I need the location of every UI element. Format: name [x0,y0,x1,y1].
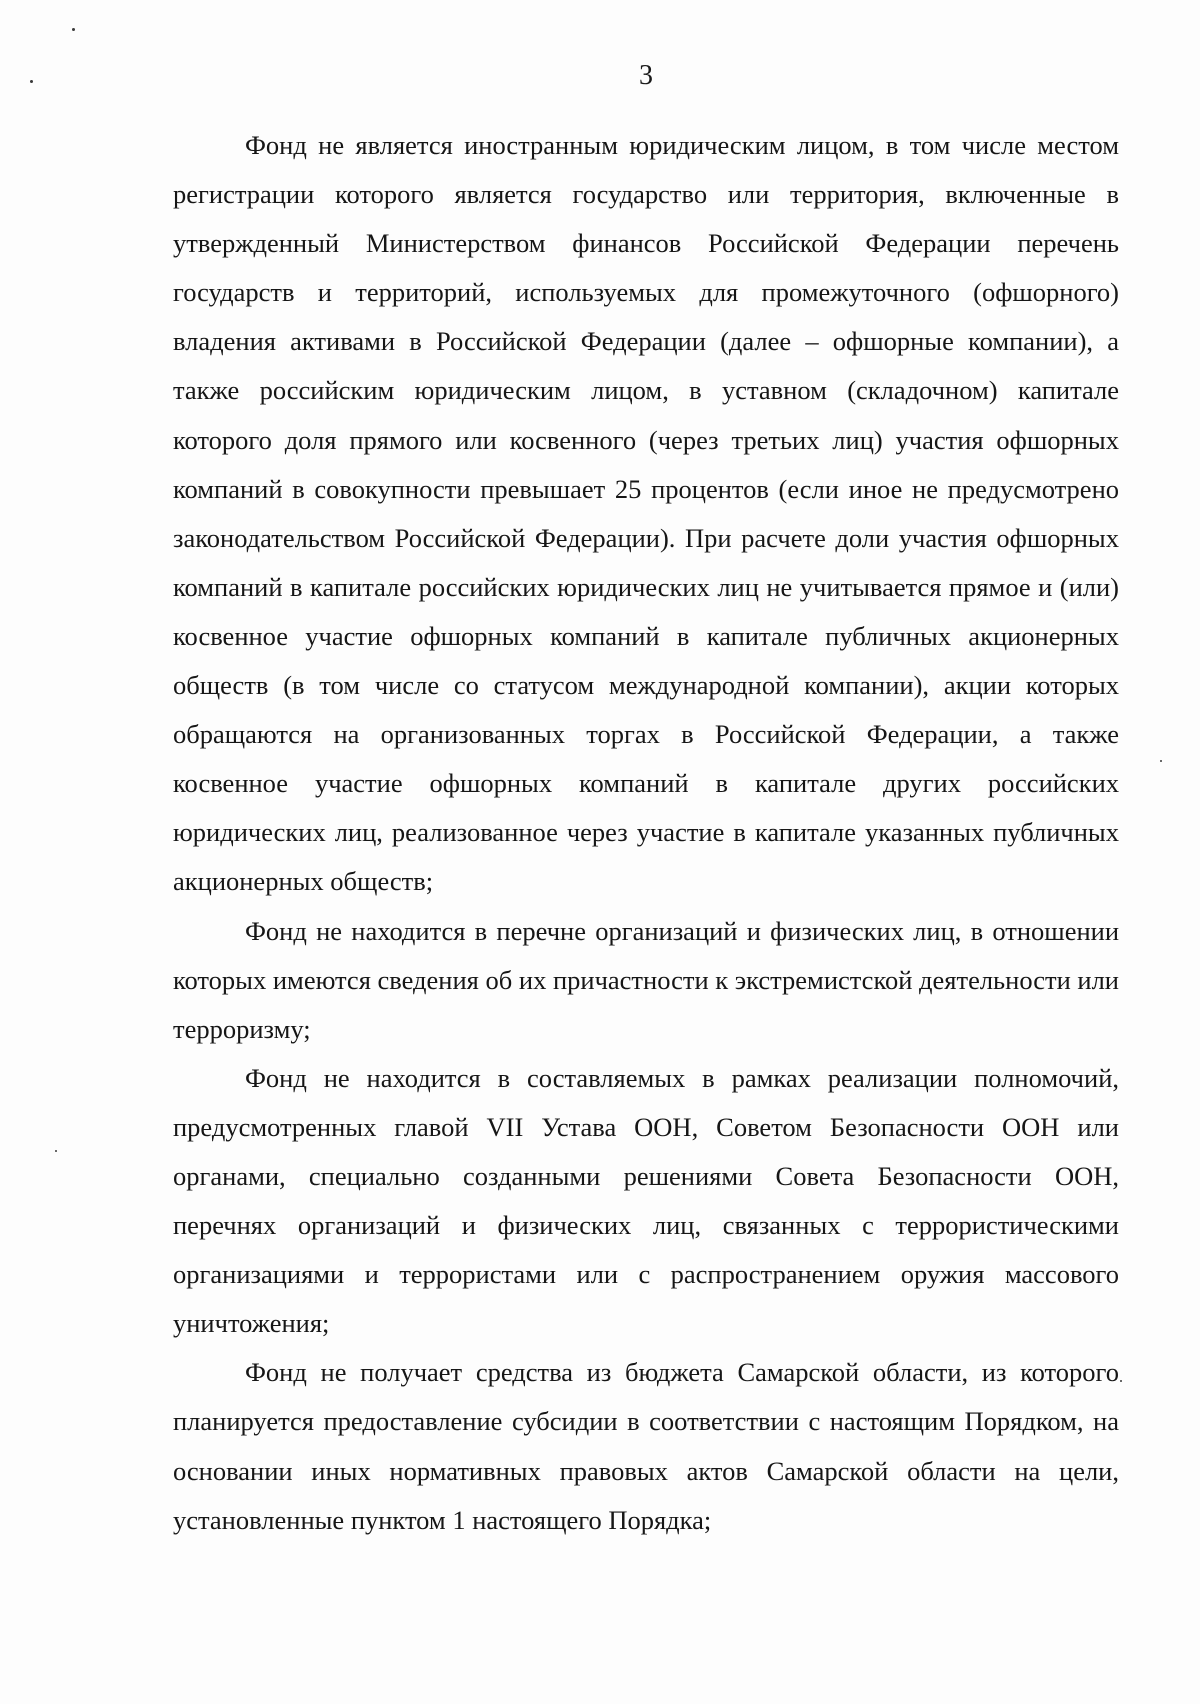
paragraph-offshore-status: Фонд не является иностранным юридическим лицом, в том числе местом регистрации которого является государство или территория, включенные в утвержденный Министерством финансов Российской Федерации перечень государств и территорий, используемых для промежуточного (офшорного) владения активами в Российской Федерации (далее – офшорные компании), а также российским юридическим лицом, в уставном (складочном) капитале которого доля прямого или косвенного (через третьих лиц) участия офшорных компаний в совокупности превышает 25 процентов (если иное не предусмотрено законодательством Российской Федерации). При расчете доли участия офшорных компаний в капитале российских юридических лиц не учитывается прямое и (или) косвенное участие офшорных компаний в капитале публичных акционерных обществ (в том числе со статусом международной компании), акции которых обращаются на организованных торгах в Российской Федерации, а также косвенное участие офшорных компаний в капитале других российских юридических лиц, реализованное через участие в капитале указанных публичных акционерных обществ; [173,130,1119,897]
page-number: 3 [639,60,653,91]
paragraph-extremism-list: Фонд не находится в перечне организаций и физических лиц, в отношении которых имеются сведения об их причастности к экстремистской деятельности или терроризму; [173,915,1119,1044]
scan-speck [1160,760,1162,762]
scan-speck [30,80,33,83]
scan-speck [1120,1380,1122,1382]
scan-speck [72,28,75,31]
document-body [173,121,1119,1545]
paragraph-un-sanctions-list: Фонд не находится в составляемых в рамках реализации полномочий, предусмотренных главой VII Устава ООН, Советом Безопасности ООН или органами, специально созданными решениями Совета Безопасности ООН, перечнях организаций и физических лиц, связанных с террористическими организациями и террористами или с распространением оружия массового уничтожения; [173,1062,1119,1339]
scan-speck [55,1150,57,1152]
paragraph-budget-funding: Фонд не получает средства из бюджета Самарской области, из которого планируется предоставление субсидии в соответствии с настоящим Порядком, на основании иных нормативных правовых актов Самарской области на цели, установленные пунктом 1 настоящего Порядка; [173,1357,1119,1535]
